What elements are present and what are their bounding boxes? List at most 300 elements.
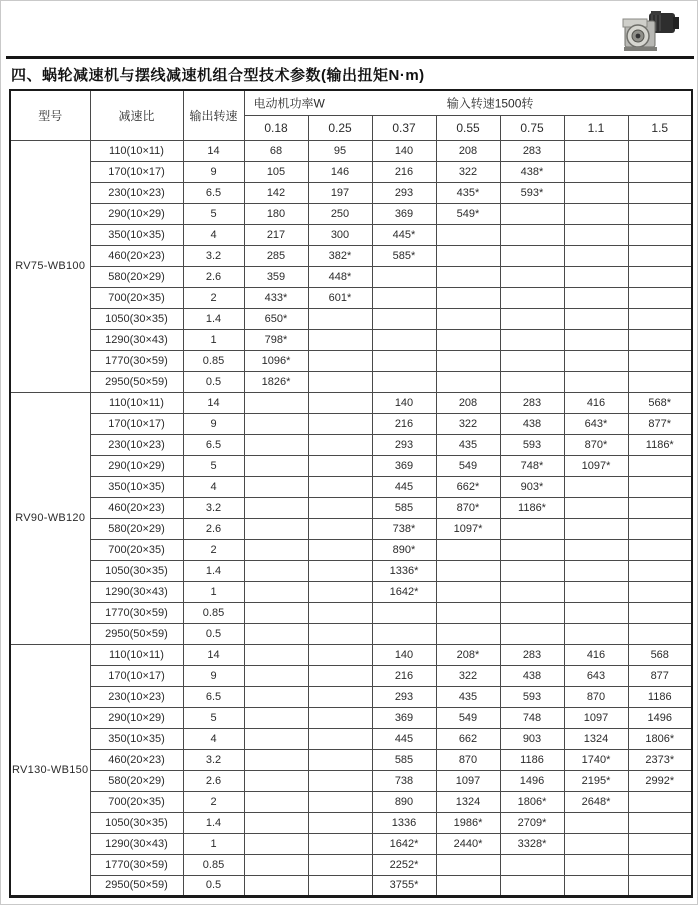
torque-value-cell <box>628 308 692 329</box>
torque-value-cell <box>308 539 372 560</box>
torque-value-cell: 585 <box>372 749 436 770</box>
torque-value-cell: 903 <box>500 728 564 749</box>
table-row <box>10 161 692 182</box>
torque-value-cell: 105 <box>244 161 308 182</box>
torque-value-cell: 208* <box>436 644 500 665</box>
torque-value-cell <box>564 476 628 497</box>
table-row <box>10 203 692 224</box>
torque-value-cell: 650* <box>244 308 308 329</box>
output-speed-cell: 9 <box>183 665 244 686</box>
table-row <box>10 371 692 392</box>
torque-value-cell <box>308 560 372 581</box>
ratio-cell: 1770(30×59) <box>90 854 183 875</box>
torque-value-cell: 416 <box>564 644 628 665</box>
torque-value-cell: 216 <box>372 665 436 686</box>
torque-value-cell <box>628 161 692 182</box>
torque-value-cell <box>628 203 692 224</box>
table-row <box>10 770 692 791</box>
torque-value-cell <box>436 266 500 287</box>
table-row <box>10 392 692 413</box>
torque-value-cell <box>564 854 628 875</box>
torque-value-cell <box>628 623 692 644</box>
torque-value-cell <box>436 371 500 392</box>
torque-value-cell: 593 <box>500 434 564 455</box>
table-row <box>10 560 692 581</box>
torque-value-cell: 1324 <box>436 791 500 812</box>
ratio-cell: 460(20×23) <box>90 749 183 770</box>
torque-value-cell <box>564 266 628 287</box>
torque-value-cell <box>372 350 436 371</box>
torque-value-cell: 217 <box>244 224 308 245</box>
torque-value-cell <box>628 266 692 287</box>
torque-value-cell: 283 <box>500 140 564 161</box>
table-row <box>10 644 692 665</box>
torque-value-cell <box>244 728 308 749</box>
torque-value-cell <box>628 455 692 476</box>
ratio-cell: 700(20×35) <box>90 791 183 812</box>
output-speed-cell: 2 <box>183 539 244 560</box>
torque-value-cell: 2195* <box>564 770 628 791</box>
torque-value-cell <box>308 413 372 434</box>
torque-value-cell: 890 <box>372 791 436 812</box>
torque-value-cell: 1186* <box>628 434 692 455</box>
torque-value-cell: 1826* <box>244 371 308 392</box>
ratio-cell: 350(10×35) <box>90 476 183 497</box>
torque-value-cell <box>628 581 692 602</box>
torque-value-cell <box>500 350 564 371</box>
torque-value-cell <box>244 413 308 434</box>
output-speed-cell: 2.6 <box>183 770 244 791</box>
torque-value-cell: 445* <box>372 224 436 245</box>
model-cell: RV90-WB120 <box>10 392 90 644</box>
output-speed-cell: 1 <box>183 329 244 350</box>
torque-value-cell <box>500 539 564 560</box>
torque-value-cell <box>500 371 564 392</box>
torque-value-cell <box>500 245 564 266</box>
header-row-1 <box>10 90 692 115</box>
table-row <box>10 791 692 812</box>
torque-value-cell: 140 <box>372 392 436 413</box>
torque-value-cell <box>436 224 500 245</box>
table-row <box>10 476 692 497</box>
torque-value-cell <box>308 623 372 644</box>
output-speed-cell: 2 <box>183 791 244 812</box>
torque-value-cell: 438 <box>500 413 564 434</box>
torque-value-cell: 1740* <box>564 749 628 770</box>
torque-value-cell <box>500 854 564 875</box>
model-cell: RV75-WB100 <box>10 140 90 392</box>
torque-value-cell: 1336 <box>372 812 436 833</box>
table-row <box>10 812 692 833</box>
torque-value-cell <box>244 560 308 581</box>
table-row <box>10 875 692 896</box>
model-cell: RV130-WB150 <box>10 644 90 896</box>
torque-value-cell: 369 <box>372 455 436 476</box>
spec-table-wrap <box>9 89 693 898</box>
torque-value-cell <box>564 140 628 161</box>
ratio-cell: 1050(30×35) <box>90 812 183 833</box>
torque-value-cell <box>244 602 308 623</box>
torque-value-cell <box>500 266 564 287</box>
torque-value-cell <box>628 245 692 266</box>
torque-value-cell: 593* <box>500 182 564 203</box>
torque-value-cell <box>372 266 436 287</box>
torque-value-cell: 890* <box>372 539 436 560</box>
torque-value-cell: 359 <box>244 266 308 287</box>
table-row <box>10 581 692 602</box>
table-row <box>10 728 692 749</box>
torque-value-cell <box>244 581 308 602</box>
torque-value-cell <box>244 518 308 539</box>
header-power-col-0: 0.18 <box>244 115 308 140</box>
torque-value-cell: 2709* <box>500 812 564 833</box>
torque-value-cell: 283 <box>500 392 564 413</box>
ratio-cell: 1050(30×35) <box>90 308 183 329</box>
output-speed-cell: 1.4 <box>183 308 244 329</box>
torque-value-cell: 216 <box>372 161 436 182</box>
torque-value-cell: 1642* <box>372 581 436 602</box>
page-title: 四、蜗轮减速机与摆线减速机组合型技术参数(输出扭矩N·m) <box>11 67 425 84</box>
output-speed-cell: 14 <box>183 392 244 413</box>
torque-value-cell <box>564 371 628 392</box>
torque-value-cell: 738 <box>372 770 436 791</box>
torque-value-cell: 433* <box>244 287 308 308</box>
table-row <box>10 182 692 203</box>
torque-value-cell: 738* <box>372 518 436 539</box>
torque-value-cell: 1806* <box>500 791 564 812</box>
torque-value-cell <box>564 287 628 308</box>
torque-value-cell: 1324 <box>564 728 628 749</box>
torque-value-cell <box>628 560 692 581</box>
ratio-cell: 290(10×29) <box>90 707 183 728</box>
ratio-cell: 290(10×29) <box>90 455 183 476</box>
torque-value-cell <box>308 434 372 455</box>
output-speed-cell: 4 <box>183 224 244 245</box>
torque-value-cell <box>564 245 628 266</box>
torque-value-cell: 2648* <box>564 791 628 812</box>
torque-value-cell <box>308 749 372 770</box>
ratio-cell: 170(10×17) <box>90 413 183 434</box>
torque-value-cell: 1097* <box>436 518 500 539</box>
torque-value-cell: 68 <box>244 140 308 161</box>
table-row <box>10 623 692 644</box>
torque-value-cell: 748 <box>500 707 564 728</box>
torque-value-cell <box>308 791 372 812</box>
ratio-cell: 110(10×11) <box>90 392 183 413</box>
table-row <box>10 329 692 350</box>
output-speed-cell: 2.6 <box>183 266 244 287</box>
output-speed-cell: 3.2 <box>183 245 244 266</box>
torque-value-cell: 1806* <box>628 728 692 749</box>
ratio-cell: 700(20×35) <box>90 287 183 308</box>
ratio-cell: 1290(30×43) <box>90 329 183 350</box>
torque-value-cell <box>244 623 308 644</box>
spec-table-body <box>10 140 692 896</box>
torque-value-cell: 798* <box>244 329 308 350</box>
output-speed-cell: 1.4 <box>183 560 244 581</box>
output-speed-cell: 9 <box>183 413 244 434</box>
torque-value-cell <box>628 182 692 203</box>
torque-value-cell <box>564 182 628 203</box>
ratio-cell: 350(10×35) <box>90 224 183 245</box>
torque-value-cell: 435* <box>436 182 500 203</box>
ratio-cell: 1290(30×43) <box>90 833 183 854</box>
torque-value-cell <box>500 308 564 329</box>
torque-value-cell <box>244 665 308 686</box>
torque-value-cell: 1186* <box>500 497 564 518</box>
torque-value-cell <box>372 602 436 623</box>
torque-value-cell: 1986* <box>436 812 500 833</box>
torque-value-cell: 438* <box>500 161 564 182</box>
torque-value-cell: 95 <box>308 140 372 161</box>
torque-value-cell <box>308 476 372 497</box>
ratio-cell: 580(20×29) <box>90 770 183 791</box>
output-speed-cell: 3.2 <box>183 497 244 518</box>
torque-value-cell: 1496 <box>628 707 692 728</box>
torque-value-cell: 903* <box>500 476 564 497</box>
output-speed-cell: 14 <box>183 644 244 665</box>
torque-value-cell <box>308 518 372 539</box>
table-row <box>10 287 692 308</box>
torque-value-cell <box>564 833 628 854</box>
torque-value-cell: 1336* <box>372 560 436 581</box>
torque-value-cell: 643 <box>564 665 628 686</box>
torque-value-cell <box>564 602 628 623</box>
torque-value-cell <box>436 602 500 623</box>
torque-value-cell: 250 <box>308 203 372 224</box>
ratio-cell: 2950(50×59) <box>90 623 183 644</box>
table-row <box>10 602 692 623</box>
torque-value-cell <box>564 350 628 371</box>
torque-value-cell <box>564 560 628 581</box>
spec-table-head <box>10 90 692 140</box>
torque-value-cell: 870* <box>436 497 500 518</box>
torque-value-cell <box>244 854 308 875</box>
output-speed-cell: 14 <box>183 140 244 161</box>
torque-value-cell: 2440* <box>436 833 500 854</box>
torque-value-cell: 662 <box>436 728 500 749</box>
header-power-col-4: 0.75 <box>500 115 564 140</box>
torque-value-cell: 293 <box>372 434 436 455</box>
torque-value-cell: 140 <box>372 140 436 161</box>
torque-value-cell <box>564 308 628 329</box>
torque-value-cell <box>628 875 692 896</box>
output-speed-cell: 0.5 <box>183 875 244 896</box>
torque-value-cell: 369 <box>372 203 436 224</box>
torque-value-cell: 549* <box>436 203 500 224</box>
torque-value-cell <box>436 581 500 602</box>
torque-value-cell: 1186 <box>500 749 564 770</box>
torque-value-cell <box>372 371 436 392</box>
torque-value-cell <box>244 455 308 476</box>
torque-value-cell <box>628 812 692 833</box>
output-speed-cell: 4 <box>183 476 244 497</box>
torque-value-cell <box>436 875 500 896</box>
torque-value-cell <box>628 476 692 497</box>
torque-value-cell: 1097* <box>564 455 628 476</box>
torque-value-cell: 870 <box>564 686 628 707</box>
torque-value-cell: 1186 <box>628 686 692 707</box>
torque-value-cell: 585* <box>372 245 436 266</box>
torque-value-cell <box>564 161 628 182</box>
ratio-cell: 580(20×29) <box>90 266 183 287</box>
torque-value-cell <box>628 350 692 371</box>
torque-value-cell: 643* <box>564 413 628 434</box>
table-row <box>10 140 692 161</box>
torque-value-cell <box>308 455 372 476</box>
torque-value-cell <box>628 854 692 875</box>
output-speed-cell: 5 <box>183 707 244 728</box>
torque-value-cell <box>628 224 692 245</box>
ratio-cell: 1290(30×43) <box>90 581 183 602</box>
torque-value-cell: 438 <box>500 665 564 686</box>
table-row <box>10 539 692 560</box>
output-speed-cell: 6.5 <box>183 182 244 203</box>
table-row <box>10 245 692 266</box>
torque-value-cell: 748* <box>500 455 564 476</box>
torque-value-cell <box>564 329 628 350</box>
output-speed-cell: 0.5 <box>183 623 244 644</box>
torque-value-cell: 568* <box>628 392 692 413</box>
torque-value-cell: 877* <box>628 413 692 434</box>
torque-value-cell: 322 <box>436 161 500 182</box>
output-speed-cell: 0.85 <box>183 602 244 623</box>
torque-value-cell <box>308 497 372 518</box>
torque-value-cell: 445 <box>372 476 436 497</box>
table-row <box>10 665 692 686</box>
input-speed-label: 输入转速1500转 <box>446 96 534 111</box>
torque-value-cell <box>308 350 372 371</box>
output-speed-cell: 6.5 <box>183 686 244 707</box>
torque-value-cell <box>436 350 500 371</box>
torque-value-cell <box>308 308 372 329</box>
torque-value-cell <box>628 518 692 539</box>
table-row <box>10 350 692 371</box>
torque-value-cell <box>436 329 500 350</box>
gearbox-product-photo <box>611 5 683 55</box>
table-row <box>10 434 692 455</box>
ratio-cell: 1770(30×59) <box>90 602 183 623</box>
torque-value-cell <box>244 707 308 728</box>
torque-value-cell <box>628 329 692 350</box>
table-row <box>10 224 692 245</box>
torque-value-cell <box>244 833 308 854</box>
torque-value-cell: 1642* <box>372 833 436 854</box>
output-speed-cell: 0.5 <box>183 371 244 392</box>
table-row <box>10 413 692 434</box>
table-row <box>10 308 692 329</box>
torque-value-cell <box>308 644 372 665</box>
torque-value-cell <box>500 329 564 350</box>
torque-value-cell <box>308 686 372 707</box>
torque-value-cell <box>564 518 628 539</box>
motor-power-label: 电动机功率W <box>253 96 325 111</box>
output-speed-cell: 2 <box>183 287 244 308</box>
table-row <box>10 707 692 728</box>
torque-value-cell: 585 <box>372 497 436 518</box>
table-row <box>10 749 692 770</box>
torque-value-cell: 662* <box>436 476 500 497</box>
table-row <box>10 497 692 518</box>
torque-value-cell <box>436 623 500 644</box>
torque-value-cell <box>436 560 500 581</box>
torque-value-cell: 1496 <box>500 770 564 791</box>
torque-value-cell <box>628 791 692 812</box>
torque-value-cell: 322 <box>436 665 500 686</box>
torque-value-cell <box>628 539 692 560</box>
output-speed-cell: 9 <box>183 161 244 182</box>
torque-value-cell: 3328* <box>500 833 564 854</box>
torque-value-cell <box>308 812 372 833</box>
output-speed-cell: 1.4 <box>183 812 244 833</box>
torque-value-cell: 2373* <box>628 749 692 770</box>
torque-value-cell: 142 <box>244 182 308 203</box>
torque-value-cell: 197 <box>308 182 372 203</box>
torque-value-cell <box>308 665 372 686</box>
torque-value-cell: 1097 <box>436 770 500 791</box>
torque-value-cell: 1096* <box>244 350 308 371</box>
table-row <box>10 518 692 539</box>
torque-value-cell: 448* <box>308 266 372 287</box>
torque-value-cell: 180 <box>244 203 308 224</box>
torque-value-cell: 435 <box>436 686 500 707</box>
header-output-speed: 输出转速 <box>183 90 244 140</box>
torque-value-cell: 208 <box>436 392 500 413</box>
torque-value-cell <box>500 203 564 224</box>
torque-value-cell <box>244 686 308 707</box>
torque-value-cell <box>308 329 372 350</box>
torque-value-cell <box>564 581 628 602</box>
ratio-cell: 2950(50×59) <box>90 371 183 392</box>
torque-value-cell <box>308 770 372 791</box>
torque-value-cell <box>308 833 372 854</box>
torque-value-cell: 1097 <box>564 707 628 728</box>
torque-value-cell: 601* <box>308 287 372 308</box>
torque-value-cell: 416 <box>564 392 628 413</box>
ratio-cell: 460(20×23) <box>90 245 183 266</box>
torque-value-cell <box>500 623 564 644</box>
torque-value-cell: 146 <box>308 161 372 182</box>
torque-value-cell <box>564 224 628 245</box>
ratio-cell: 350(10×35) <box>90 728 183 749</box>
torque-value-cell: 549 <box>436 707 500 728</box>
torque-value-cell <box>372 287 436 308</box>
ratio-cell: 290(10×29) <box>90 203 183 224</box>
torque-value-cell <box>308 854 372 875</box>
torque-value-cell <box>564 497 628 518</box>
torque-value-cell <box>500 287 564 308</box>
torque-value-cell: 216 <box>372 413 436 434</box>
torque-value-cell <box>628 140 692 161</box>
torque-value-cell <box>244 875 308 896</box>
torque-value-cell: 322 <box>436 413 500 434</box>
torque-value-cell <box>244 497 308 518</box>
torque-value-cell: 382* <box>308 245 372 266</box>
torque-value-cell <box>308 875 372 896</box>
torque-value-cell <box>244 644 308 665</box>
torque-value-cell <box>628 833 692 854</box>
torque-value-cell <box>436 854 500 875</box>
torque-value-cell <box>244 770 308 791</box>
torque-value-cell <box>372 308 436 329</box>
torque-value-cell <box>500 560 564 581</box>
ratio-cell: 170(10×17) <box>90 161 183 182</box>
output-speed-cell: 1 <box>183 581 244 602</box>
torque-value-cell <box>436 308 500 329</box>
torque-value-cell <box>564 203 628 224</box>
torque-value-cell <box>436 245 500 266</box>
table-row <box>10 686 692 707</box>
